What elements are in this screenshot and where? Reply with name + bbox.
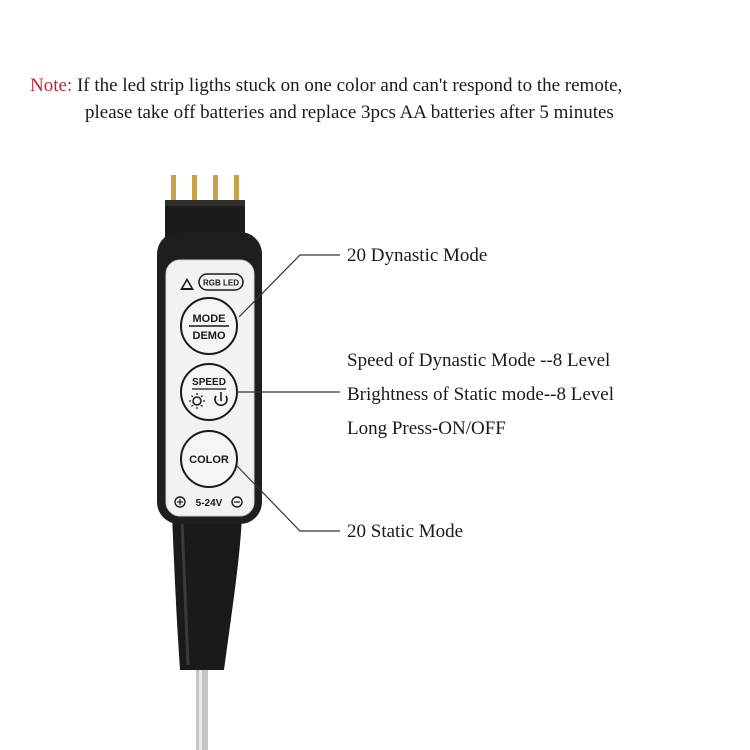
note-text-1: If the led strip ligths stuck on one color and can't respond to the remote, xyxy=(76,75,623,96)
callout-power-line: Long Press-ON/OFF xyxy=(347,418,506,439)
color-label: COLOR xyxy=(189,454,229,466)
rgb-led-badge-label: RGB LED xyxy=(203,278,239,288)
mode-demo-button xyxy=(181,298,237,354)
callout-speed-line: Speed of Dynastic Mode --8 Level xyxy=(347,350,611,371)
callout-speed-functions xyxy=(347,344,614,446)
demo-label: DEMO xyxy=(192,330,226,342)
color-button xyxy=(181,431,237,487)
callout-dynastic-mode: 20 Dynastic Mode xyxy=(347,245,488,266)
voltage-label: 5-24V xyxy=(195,498,223,509)
callout-brightness-line: Brightness of Static mode--8 Level xyxy=(347,384,614,405)
speed-label: SPEED xyxy=(192,377,226,388)
note-label: Note: xyxy=(30,75,73,96)
note-text-2: please take off batteries and replace 3pcs AA batteries after 5 minutes xyxy=(85,102,614,123)
mode-label: MODE xyxy=(192,313,226,325)
speed-button xyxy=(181,364,237,420)
callout-static-mode: 20 Static Mode xyxy=(347,521,464,542)
